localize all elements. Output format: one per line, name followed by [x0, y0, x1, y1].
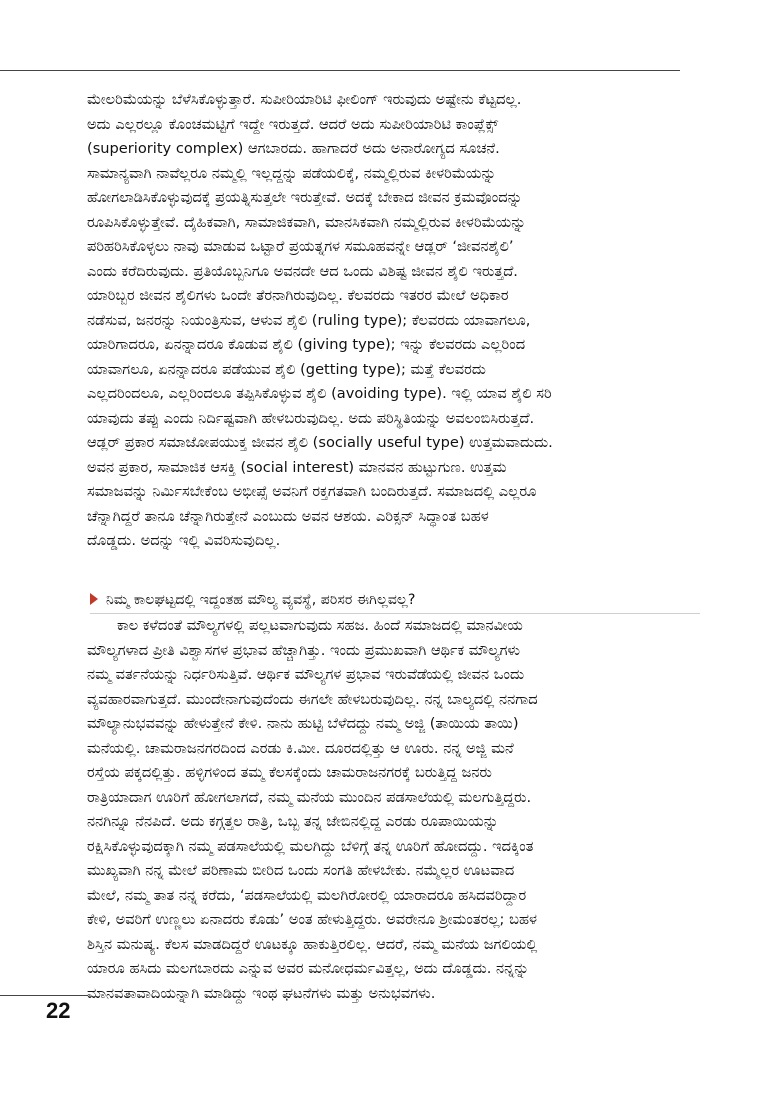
paragraph-1: [87, 88, 687, 554]
text-line: ಯಾರಿಬ್ಬರ ಜೀವನ ಶೈಲಿಗಳು ಒಂದೇ ತೆರನಾಗಿರುವುದಿಲ್ಲ. ಕೆಲವರದು ಇತರರ ಮೇಲೆ ಅಧಿಕಾರ: [87, 287, 509, 304]
text-line: ಮನೆಯಲ್ಲಿ. ಚಾಮರಾಜನಗರದಿಂದ ಎರಡು ಕಿ.ಮೀ. ದೂರದಲ್ಲಿತ್ತು ಆ ಊರು. ನನ್ನ ಅಜ್ಜಿ ಮನೆ: [87, 739, 514, 757]
text-line: ಎಲ್ಲದರಿಂದಲೂ, ಎಲ್ಲರಿಂದಲೂ ತಪ್ಪಿಸಿಕೊಳ್ಳುವ ಶೈಲಿ (avoiding type). ಇಲ್ಲಿ ಯಾವ ಶೈಲಿ ಸರಿ: [87, 385, 552, 402]
text-line: ನನಗಿನ್ನೂ ನೆನಪಿದೆ. ಅದು ಕಗ್ಗತ್ತಲ ರಾತ್ರಿ, ಒಬ್ಬ ತನ್ನ ಜೇಬಿನಲ್ಲಿದ್ದ ಎರಡು ರೂಪಾಯಿಯನ್ನು: [87, 813, 499, 830]
text-line: ರಸ್ತೆಯ ಪಕ್ಕದಲ್ಲಿತ್ತು. ಹಳ್ಳಿಗಳಿಂದ ತಮ್ಮ ಕೆಲಸಕ್ಕೆಂದು ಚಾಮರಾಜನಗರಕ್ಕೆ ಬರುತ್ತಿದ್ದ ಜನರು: [87, 764, 492, 781]
text-line: ಮುಖ್ಯವಾಗಿ ನನ್ನ ಮೇಲೆ ಪರಿಣಾಮ ಬೀರಿದ ಒಂದು ಸಂಗತಿ ಹೇಳಬೇಕು. ನಮ್ಮೆಲ್ಲರ ಊಟವಾದ: [87, 862, 515, 879]
header-rule: [0, 70, 680, 71]
body-text-bottom: [87, 614, 687, 1006]
text-line: ಮೌಲ್ಯಾನುಭವವನ್ನು ಹೇಳುತ್ತೇನೆ ಕೇಳಿ. ನಾನು ಹುಟ್ಟಿ ಬೆಳೆದದ್ದು ನಮ್ಮ ಅಜ್ಜಿ (ತಾಯಿಯ ತಾಯಿ): [87, 715, 519, 732]
text-line: ಪರಿಹರಿಸಿಕೊಳ್ಳಲು ನಾವು ಮಾಡುವ ಒಟ್ಟಾರೆ ಪ್ರಯತ್ನಗಳ ಸಮೂಹವನ್ನೇ ಆಡ್ಲರ್ ‘ಜೀವನಶೈಲಿ’: [87, 238, 514, 255]
text-line: ಎಂದು ಕರೆದಿರುವುದು. ಪ್ರತಿಯೊಬ್ಬನಿಗೂ ಅವನದೇ ಆದ ಒಂದು ವಿಶಿಷ್ಟ ಜೀವನ ಶೈಲಿ ಇರುತ್ತದೆ.: [87, 262, 518, 280]
text-line: ಯಾವುದು ತಪ್ಪು ಎಂದು ನಿರ್ದಿಷ್ಟವಾಗಿ ಹೇಳಬರುವುದಿಲ್ಲ. ಅದು ಪರಿಸ್ಥಿತಿಯನ್ನು ಅವಲಂಬಿಸಿರುತ್ತದೆ.: [87, 409, 535, 427]
footer-rule: [0, 995, 88, 996]
text-line: ಸಮಾಜವನ್ನು ನಿರ್ಮಿಸಬೇಕೆಂಬ ಅಭೀಪ್ಸೆ ಅವನಿಗೆ ರಕ್ತಗತವಾಗಿ ಬಂದಿರುತ್ತದೆ. ಸಮಾಜದಲ್ಲಿ ಎಲ್ಲರೂ: [87, 483, 537, 500]
text-line: (superiority complex) ಆಗಬಾರದು. ಹಾಗಾದರೆ ಅದು ಅನಾರೋಗ್ಯದ ಸೂಚನೆ.: [87, 140, 500, 157]
text-line: ಯಾರಿಗಾದರೂ, ಏನನ್ನಾದರೂ ಕೊಡುವ ಶೈಲಿ (giving type); ಇನ್ನು ಕೆಲವರದು ಎಲ್ಲರಿಂದ: [87, 336, 526, 353]
page-number: 22: [46, 998, 71, 1023]
paragraph-2: [87, 614, 687, 1006]
text-line: ನಡೆಸುವ, ಜನರನ್ನು ನಿಯಂತ್ರಿಸುವ, ಆಳುವ ಶೈಲಿ (ruling type); ಕೆಲವರದು ಯಾವಾಗಲೂ,: [87, 311, 531, 329]
text-line: ಮೌಲ್ಯಗಳಾದ ಪ್ರೀತಿ ವಿಶ್ವಾಸಗಳ ಪ್ರಭಾವ ಹೆಚ್ಚಾಗಿತ್ತು. ಇಂದು ಪ್ರಮುಖವಾಗಿ ಆರ್ಥಿಕ ಮೌಲ್ಯಗಳು: [87, 641, 521, 659]
text-line: ವ್ಯವಹಾರವಾಗುತ್ತದೆ. ಮುಂದೇನಾಗುವುದೆಂದು ಈಗಲೇ ಹೇಳಬರುವುದಿಲ್ಲ. ನನ್ನ ಬಾಲ್ಯದಲ್ಲಿ ನನಗಾದ: [87, 690, 538, 708]
text-line: ರೂಪಿಸಿಕೊಳ್ಳುತ್ತೇವೆ. ದೈಹಿಕವಾಗಿ, ಸಾಮಾಜಿಕವಾಗಿ, ಮಾನಸಿಕವಾಗಿ ನಮ್ಮಲ್ಲಿರುವ ಕೀಳರಿಮೆಯನ್ನು: [87, 213, 526, 231]
text-line: ಕಾಲ ಕಳೆದಂತೆ ಮೌಲ್ಯಗಳಲ್ಲಿ ಪಲ್ಲಟವಾಗುವುದು ಸಹಜ. ಹಿಂದೆ ಸಮಾಜದಲ್ಲಿ ಮಾನವೀಯ: [117, 617, 523, 634]
section-heading: [90, 589, 700, 614]
text-line: ರಕ್ಷಿಸಿಕೊಳ್ಳುವುದಕ್ಕಾಗಿ ನಮ್ಮ ಪಡಸಾಲೆಯಲ್ಲಿ ಮಲಗಿದ್ದು ಬೆಳಿಗ್ಗೆ ತನ್ನ ಊರಿಗೆ ಹೋದದ್ದು. ಇದಕ್ಕಿಂತ: [87, 837, 534, 855]
text-line: ಸಾಮಾನ್ಯವಾಗಿ ನಾವೆಲ್ಲರೂ ನಮ್ಮಲ್ಲಿ ಇಲ್ಲದ್ದನ್ನು ಪಡೆಯಲಿಕ್ಕೆ, ನಮ್ಮಲ್ಲಿರುವ ಕೀಳರಿಮೆಯನ್ನು: [87, 164, 497, 182]
section-heading-text: ನಿಮ್ಮ ಕಾಲಘಟ್ಟದಲ್ಲಿ ಇದ್ದಂತಹ ಮೌಲ್ಯ ವ್ಯವಸ್ಥೆ, ಪರಿಸರ ಈಗಿಲ್ಲವಲ್ಲ?: [106, 592, 416, 608]
text-line: ಚೆನ್ನಾಗಿದ್ದರೆ ತಾನೂ ಚೆನ್ನಾಗಿರುತ್ತೇನೆ ಎಂಬುದು ಅವನ ಆಶಯ. ಎರಿಕ್ಸನ್ ಸಿದ್ಧಾಂತ ಬಹಳ: [87, 507, 489, 525]
text-line: ಯಾರೂ ಹಸಿದು ಮಲಗಬಾರದು ಎನ್ನುವ ಅವರ ಮನೋಧರ್ಮವಿತ್ತಲ್ಲ, ಅದು ದೊಡ್ಡದು. ನನ್ನನ್ನು: [87, 960, 529, 977]
text-line: ಅವನ ಪ್ರಕಾರ, ಸಾಮಾಜಿಕ ಆಸಕ್ತಿ (social interest) ಮಾನವನ ಹುಟ್ಟುಗುಣ. ಉತ್ತಮ: [87, 458, 507, 476]
text-line: ರಾತ್ರಿಯಾದಾಗ ಊರಿಗೆ ಹೋಗಲಾಗದೆ, ನಮ್ಮ ಮನೆಯ ಮುಂದಿನ ಪಡಸಾಲೆಯಲ್ಲಿ ಮಲಗುತ್ತಿದ್ದರು.: [87, 788, 532, 806]
body-text-top: [87, 88, 687, 554]
text-line: ಕೇಳಿ, ಅವರಿಗೆ ಉಣ್ಣಲು ಏನಾದರು ಕೊಡು’ ಅಂತ ಹೇಳುತ್ತಿದ್ದರು. ಅವರೇನೂ ಶ್ರೀಮಂತರಲ್ಲ; ಬಹಳ: [87, 911, 537, 928]
text-line: ಹೋಗಲಾಡಿಸಿಕೊಳ್ಳುವುದಕ್ಕೆ ಪ್ರಯತ್ನಿಸುತ್ತಲೇ ಇರುತ್ತೇವೆ. ಅದಕ್ಕೆ ಬೇಕಾದ ಜೀವನ ಕ್ರಮವೊಂದನ್ನು: [87, 189, 523, 206]
text-line: ಅದು ಎಲ್ಲರಲ್ಲೂ ಕೊಂಚಮಟ್ಟಿಗೆ ಇದ್ದೇ ಇರುತ್ತದೆ. ಆದರೆ ಅದು ಸುಪೀರಿಯಾರಿಟಿ ಕಾಂಪ್ಲೆಕ್ಸ್: [87, 115, 499, 133]
text-line: ನಮ್ಮ ವರ್ತನೆಯನ್ನು ನಿರ್ಧರಿಸುತ್ತಿವೆ. ಆರ್ಥಿಕ ಮೌಲ್ಯಗಳ ಪ್ರಭಾವ ಇರುವೆಡೆಯಲ್ಲಿ ಜೀವನ ಒಂದು: [87, 666, 525, 683]
text-line: ದೊಡ್ಡದು. ಅದನ್ನು ಇಲ್ಲಿ ವಿವರಿಸುವುದಿಲ್ಲ.: [87, 532, 281, 549]
triangle-right-icon: [90, 593, 98, 605]
text-line: ಮೇಲೆ, ನಮ್ಮ ತಾತ ನನ್ನ ಕರೆದು, ‘ಪಡಸಾಲೆಯಲ್ಲಿ ಮಲಗಿರೋರಲ್ಲಿ ಯಾರಾದರೂ ಹಸಿದವರಿದ್ದಾರ: [87, 886, 527, 904]
text-line: ಶಿಸ್ತಿನ ಮನುಷ್ಯ. ಕೆಲಸ ಮಾಡದಿದ್ದರೆ ಊಟಕ್ಕೂ ಹಾಕುತ್ತಿರಲಿಲ್ಲ. ಆದರೆ, ನಮ್ಮ ಮನೆಯ ಜಗಲಿಯಲ್ಲಿ: [87, 935, 538, 953]
text-line: ಯಾವಾಗಲೂ, ಏನನ್ನಾದರೂ ಪಡೆಯುವ ಶೈಲಿ (getting type); ಮತ್ತೆ ಕೆಲವರದು: [87, 360, 486, 378]
text-line: ಮೇಲರಿಮೆಯನ್ನು ಬೆಳೆಸಿಕೊಳ್ಳುತ್ತಾರೆ. ಸುಪೀರಿಯಾರಿಟಿ ಫೀಲಿಂಗ್ ಇರುವುದು ಅಷ್ಟೇನು ಕೆಟ್ಟದಲ್ಲ.: [87, 91, 522, 108]
text-line: ಮಾನವತಾವಾದಿಯನ್ನಾಗಿ ಮಾಡಿದ್ದು ಇಂಥ ಘಟನೆಗಳು ಮತ್ತು ಅನುಭವಗಳು.: [87, 984, 436, 1002]
text-line: ಆಡ್ಲರ್ ಪ್ರಕಾರ ಸಮಾಜೋಪಯುಕ್ತ ಜೀವನ ಶೈಲಿ (socially useful type) ಉತ್ತಮವಾದುದು.: [87, 434, 553, 451]
